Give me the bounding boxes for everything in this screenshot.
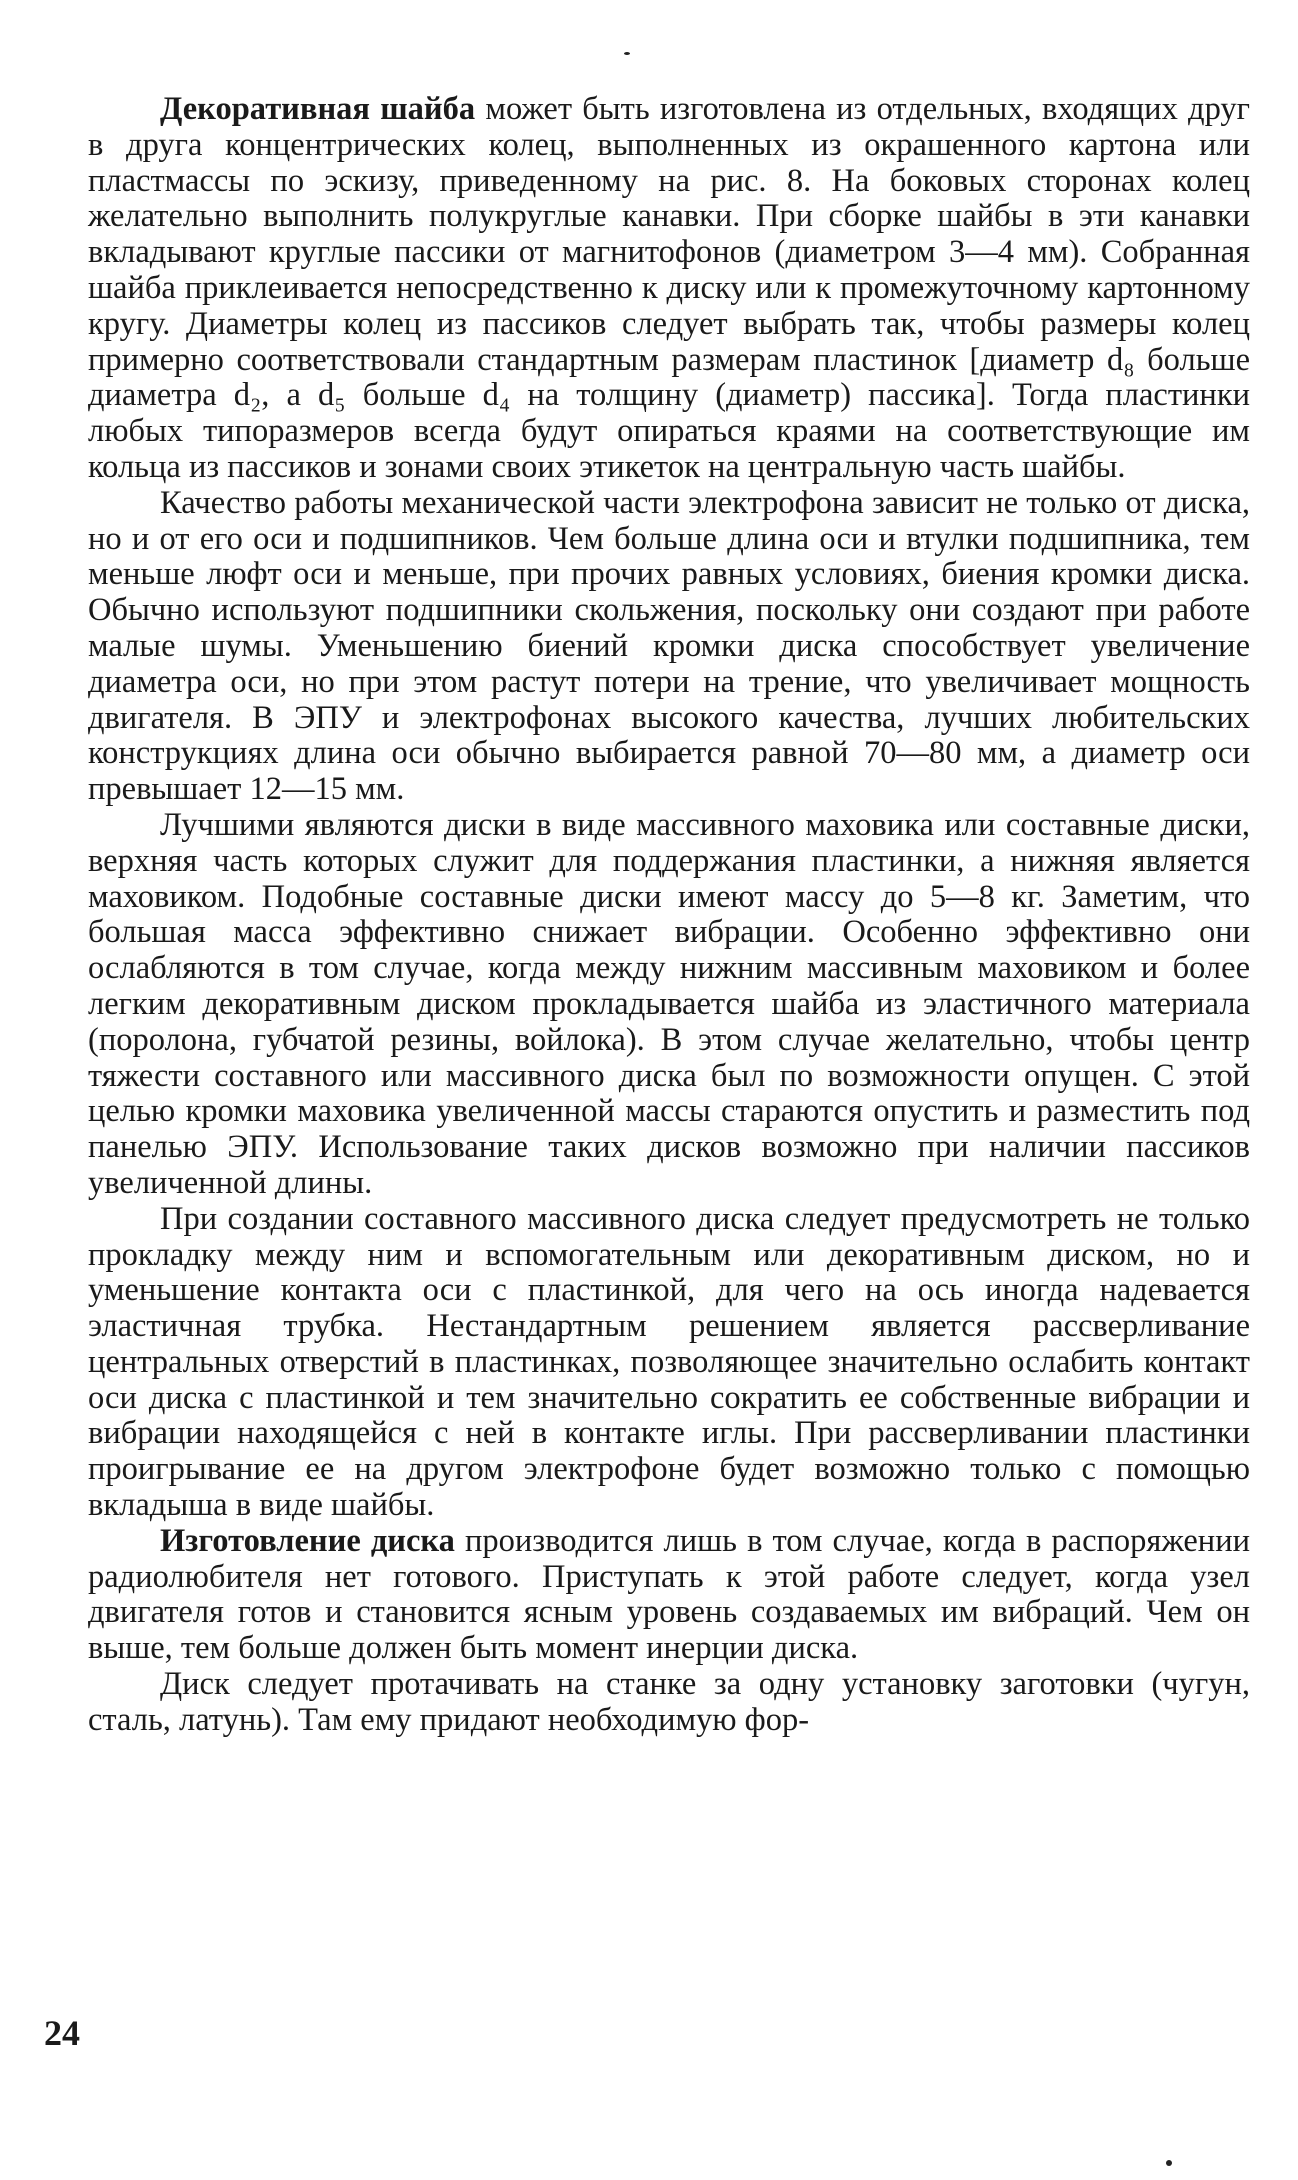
page-number: 24 — [44, 2013, 80, 2053]
paragraph-text: Диск следует протачивать на станке за одну установку заготовки (чугун, сталь, латунь). Там ему придают необходимую фор- — [88, 1666, 1250, 1738]
paragraph-turning — [88, 1667, 1250, 1739]
paragraph-text: производится лишь в том случае, когда в распоряжении радиолюбителя нет готового. Приступать к этой работе следует, когда узел двигателя готов и становится ясным уровень создаваемых им вибраций. Чем он выше, тем больше должен быть момент инерции диска. — [88, 1522, 1250, 1667]
paragraph-disc-manufacturing — [88, 1524, 1250, 1667]
paragraph-composite-disc — [88, 1202, 1250, 1524]
paragraph-lead: Изготовление диска — [160, 1522, 455, 1559]
scan-speck — [624, 52, 630, 55]
scan-speck — [1166, 2160, 1172, 2166]
paragraph-text: При создании составного массивного диска следует предусмотреть не только прокладку между ним и вспомогательным или декоративным диском, но и уменьшение контакта оси с пластинкой, для чего на ось иногда надевается эластичная трубка. Нестандартным решением является рассверливание центральных отверстий в пластинках, позволяющее значительно ослабить контакт оси диска с пластинкой и тем значительно сократить ее собственные вибрации и вибрации находящейся с ней в контакте иглы. При рассверливании пластинки проигрывание ее на другом электрофоне будет возможно только с помощью вкладыша в виде шайбы. — [88, 1200, 1250, 1524]
page-body — [88, 92, 1250, 1739]
paragraph-lead: Декоративная шайба — [160, 91, 476, 127]
paragraph-quality — [88, 486, 1250, 808]
paragraph-flywheel-discs — [88, 808, 1250, 1202]
paragraph-decorative-washer — [88, 92, 1250, 486]
paragraph-text: Лучшими являются диски в виде массивного маховика или составные диски, верхняя часть которых служит для поддержания пластинки, а нижняя является маховиком. Подобные составные диски имеют массу до 5—8 кг. Заметим, что большая масса эффективно снижает вибрации. Особенно эффективно они ослабляются в том случае, когда между нижним массивным маховиком и более легким декоративным диском прокладывается шайба из эластичного материала (поролона, губчатой резины, войлока). В этом случае желательно, чтобы центр тяжести составного или массивного диска был по возможности опущен. С этой целью кромки маховика увеличенной массы стараются опустить и разместить под панелью ЭПУ. Использование таких дисков возможно при наличии пассиков увеличенной длины. — [88, 806, 1250, 1201]
paragraph-text: может быть изготовлена из отдельных, входящих друг в друга концентрических колец, выполненных из окрашенного картона или пластмассы по эскизу, приведенному на рис. 8. На боковых сторонах колец желательно выполнить полукруглые канавки. При сборке шайбы в эти канавки вкладывают круглые пассики от магнитофонов (диаметром 3—4 мм). Собранная шайба приклеивается непосредственно к диску или к промежуточному картонному кругу. Диаметры колец из пассиков следует выбрать так, чтобы размеры колец примерно соответствовали стандартным размерам пластинок [диаметр d₈ больше диаметра d₂, а d₅ больше d₄ на толщину (диаметр) пассика]. Тогда пластинки любых типоразмеров всегда будут опираться краями на соответствующие им кольца из пассиков и зонами своих этикеток на центральную часть шайбы. — [88, 91, 1250, 485]
paragraph-text: Качество работы механической части электрофона зависит не только от диска, но и от его оси и подшипников. Чем больше длина оси и втулки подшипника, тем меньше люфт оси и меньше, при прочих равных условиях, биения кромки диска. Обычно используют подшипники скольжения, поскольку они создают при работе малые шумы. Уменьшению биений кромки диска способствует увеличение диаметра оси, но при этом растут потери на трение, что увеличивает мощность двигателя. В ЭПУ и электрофонах высокого качества, лучших любительских конструкциях длина оси обычно выбирается равной 70—80 мм, а диаметр оси превышает 12—15 мм. — [88, 484, 1250, 808]
